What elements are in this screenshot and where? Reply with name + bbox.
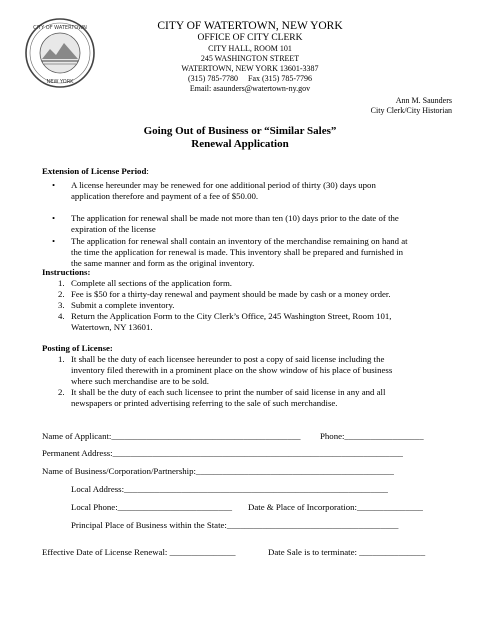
- extension-heading: Extension of License Period:: [42, 166, 149, 176]
- document-title: [0, 125, 480, 151]
- svg-text:CITY OF WATERTOWN: CITY OF WATERTOWN: [33, 25, 87, 31]
- instructions-item-number: 1.: [58, 278, 65, 288]
- posting-item-text: It shall be the duty of each such licensee to print the number of said license in any and all: [71, 387, 386, 397]
- extension-item-line: A license hereunder may be renewed for one additional period of thirty (30) days upon: [71, 180, 376, 190]
- posting-heading: Posting of License:: [42, 343, 113, 353]
- title-line-1: Going Out of Business or “Similar Sales”: [143, 125, 337, 137]
- city-seal-logo: [24, 17, 96, 89]
- terminate-date-field[interactable]: Date Sale is to terminate: _______________: [268, 547, 426, 557]
- extension-item-line: application therefore and payment of a fee of $50.00.: [71, 191, 259, 201]
- posting-item-text: It shall be the duty of each licensee hereunder to post a copy of said license including the: [71, 354, 385, 364]
- instructions-item-text: Watertown, NY 13601.: [71, 322, 153, 332]
- local-address-field[interactable]: Local Address:____________________________________________________________: [71, 484, 388, 494]
- city-name: CITY OF WATERTOWN, NEW YORK: [157, 20, 343, 32]
- instructions-item-text: Complete all sections of the application form.: [71, 278, 232, 288]
- instructions-item-text: Submit a complete inventory.: [71, 300, 175, 310]
- instructions-item-text: Return the Application Form to the City Clerk’s Office, 245 Washington Street, Room 101,: [71, 311, 392, 321]
- phone-field[interactable]: Phone:__________________: [320, 431, 424, 441]
- bullet-icon: •: [52, 180, 56, 190]
- extension-item-line: The application for renewal shall be made not more than ten (10) days prior to the date of the: [71, 213, 399, 223]
- posting-item-text: where such merchandise are to be sold.: [71, 376, 210, 386]
- phone-fax: (315) 785-7780 Fax (315) 785-7796: [188, 74, 312, 83]
- bullet-icon: •: [52, 213, 56, 223]
- posting-item-text: inventory filed therewith in a prominent place on the show window of his place of business: [71, 365, 393, 375]
- posting-item-number: 1.: [58, 354, 65, 364]
- posting-item-text: newspapers or printed advertising referring to the sale of such merchandise.: [71, 398, 338, 408]
- extension-item-line: the same manner and form as the original inventory.: [71, 258, 255, 268]
- title-line-2: Renewal Application: [191, 138, 289, 150]
- email: Email: asaunders@watertown-ny.gov: [189, 84, 311, 93]
- letterhead: [120, 20, 380, 94]
- instructions-item-number: 2.: [58, 289, 65, 299]
- office-name: OFFICE OF CITY CLERK: [197, 33, 303, 43]
- signature-block: [371, 96, 452, 116]
- local-phone-field[interactable]: Local Phone:__________________________: [71, 502, 233, 512]
- clerk-name: Ann M. Saunders: [395, 96, 452, 105]
- instructions-item-text: Fee is $50 for a thirty-day renewal and payment should be made by cash or a money order.: [71, 289, 391, 299]
- permanent-address-field[interactable]: Permanent Address:__________________________________________________________________: [42, 448, 403, 458]
- extension-item-line: The application for renewal shall contain an inventory of the merchandise remaining on hand at: [71, 236, 408, 246]
- extension-item-line: the time the application for renewal is made. This inventory shall be prepared and furnished in: [71, 247, 404, 257]
- street: 245 WASHINGTON STREET: [200, 54, 300, 63]
- business-name-field[interactable]: Name of Business/Corporation/Partnership:_____________________________________________: [42, 466, 394, 476]
- city-state-zip: WATERTOWN, NEW YORK 13601-3387: [181, 64, 319, 73]
- principal-place-field[interactable]: Principal Place of Business within the State:_______________________________________: [71, 520, 399, 530]
- svg-text:NEW YORK: NEW YORK: [46, 79, 74, 85]
- clerk-title: City Clerk/City Historian: [370, 106, 452, 115]
- posting-item-number: 2.: [58, 387, 65, 397]
- effective-date-field[interactable]: Effective Date of License Renewal: _______________: [42, 547, 236, 557]
- bullet-icon: •: [52, 236, 56, 246]
- instructions-item-number: 3.: [58, 300, 65, 310]
- instructions-heading: Instructions:: [42, 267, 91, 277]
- incorporation-field[interactable]: Date & Place of Incorporation:_______________: [248, 502, 423, 512]
- instructions-item-number: 4.: [58, 311, 65, 321]
- extension-item-line: expiration of the license: [71, 224, 156, 234]
- room: CITY HALL, ROOM 101: [208, 44, 292, 53]
- applicant-name-field[interactable]: Name of Applicant:___________________________________________: [42, 431, 301, 441]
